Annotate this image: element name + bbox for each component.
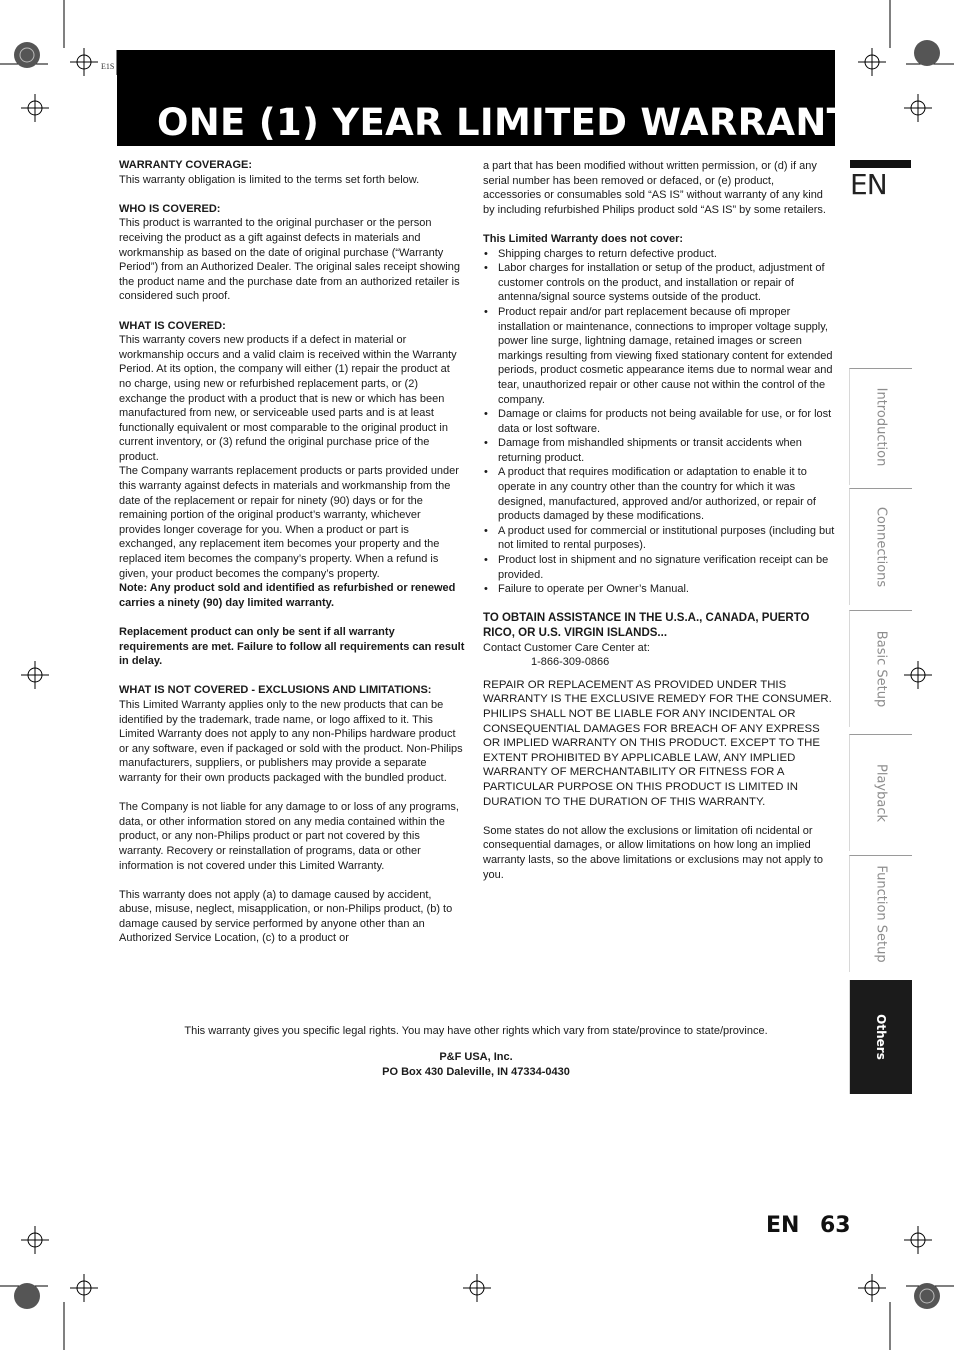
print-slug: E1S <box>101 62 115 71</box>
tab-label: Playback <box>873 763 889 823</box>
tab-connections[interactable] <box>849 488 912 605</box>
who-covered-text: This product is warranted to the original purchaser or the person receiving the product as a gift against defects in materials and workmanship as based on the date of original purchase (“Warranty Period”) from an Authorized Dealer. The original sales receipt showing the product name and the purchase date from an authorized retailer is considered such proof. <box>119 217 460 303</box>
list-item: • Damage from mishandled shipments or transit accidents when returning product. <box>483 436 835 465</box>
list-item: • Product lost in shipment and no signature verification receipt can be provided. <box>483 553 835 582</box>
coverage-text: This warranty obligation is limited to the terms set forth below. <box>119 173 420 186</box>
right-column <box>483 159 835 882</box>
contact-label: Contact Customer Care Center at: <box>483 641 650 654</box>
tab-function-setup[interactable] <box>849 855 912 972</box>
not-covered-heading: WHAT IS NOT COVERED - EXCLUSIONS AND LIMITATIONS: <box>119 684 432 697</box>
tab-others[interactable] <box>849 980 912 1094</box>
what-covered-text: This warranty covers new products if a defect in material or workmanship occurs and a valid claim is received within the Warranty Period. At its option, the company will either (1) repair the product at no charge, using new or refurbished replacement parts, or (2) exchange the product with a product that is new or which has been manufactured from new, or serviceable used parts and is at least functionally equivalent or most comparable to the original product in current inventory, or (3) refund the original purchase price of the product. <box>119 334 457 463</box>
tab-label: Basic Setup <box>873 630 889 708</box>
list-item: • Failure to operate per Owner’s Manual. <box>483 582 835 597</box>
remedy-text: REPAIR OR REPLACEMENT AS PROVIDED UNDER THIS WARRANTY IS THE EXCLUSIVE REMEDY FOR THE CONSUMER. PHILIPS SHALL NOT BE LIABLE FOR ANY INCIDENTAL OR CONSEQUENTIAL DAMAGES FOR BREACH OF ANY EXPRESS OR IMPLIED WARRANTY ON THIS PRODUCT. EXCEPT TO THE EXTENT PROHIBITED BY APPLICABLE LAW, ANY IMPLIED WARRANTY OF MERCHANTABILITY OR FITNESS FOR A PARTICULAR PURPOSE ON THIS PRODUCT IS LIMITED IN DURATION TO THE DURATION OF THIS WARRANTY. <box>483 678 832 808</box>
tab-label: Introduction <box>873 387 889 467</box>
list-item: • A product that requires modification or adaptation to enable it to operate in any country other than the country for which it was designed, manufactured, approved and/or authorized, or repair of products damaged by these modifications. <box>483 465 835 523</box>
language-tab-bar <box>850 160 911 168</box>
tab-label: Others <box>874 1014 888 1060</box>
assistance-heading: TO OBTAIN ASSISTANCE IN THE U.S.A., CANADA, PUERTO RICO, OR U.S. VIRGIN ISLANDS... <box>483 612 810 639</box>
left-column <box>119 158 465 946</box>
list-item: • Shipping charges to return defective product. <box>483 247 835 262</box>
list-item: • A product used for commercial or institutional purposes (including but not limited to rental purposes). <box>483 524 835 553</box>
tab-basic-setup[interactable] <box>849 610 912 727</box>
exclusions-text: This warranty does not apply (a) to damage caused by accident, abuse, misuse, neglect, misapplication, or non-Philips product, (b) to damage caused by service performed by anyone other than an Authorized Service Location, (c) to a product or <box>119 888 453 945</box>
list-item: • Labor charges for installation or setup of the product, adjustment of customer controls on the product, and installation or repair of antenna/signal source systems outside of the product. <box>483 261 835 305</box>
list-item: • Product repair and/or part replacement because ofi mproper installation or maintenance, connections to improper voltage supply, power line surge, lightning damage, retained images or screen markings resulting from viewing fixed stationary content for extended periods, product cosmetic appearance items due to normal wear and tear, unauthorized repair or other cause not within the control of the company. <box>483 305 835 407</box>
rights-text: This warranty gives you specific legal rights. You may have other rights which vary from state/province to state/province. <box>184 1025 768 1037</box>
coverage-heading: WARRANTY COVERAGE: <box>119 159 253 171</box>
title-banner <box>117 50 880 146</box>
not-cover-heading: This Limited Warranty does not cover: <box>483 232 684 245</box>
page-title: ONE (1) YEAR LIMITED WARRANTY <box>157 101 880 144</box>
page-language: EN <box>766 1213 800 1238</box>
not-covered-text: This Limited Warranty applies only to the new products that can be identified by the trademark, trade name, or logo affixed to it. This Limited Warranty does not apply to any non-Philips hardware product or any software, even if packaged or sold with the product. Non-Philips manufacturers, suppliers, or publishers may provide a separate warranty for their own products packaged with the bundled product. <box>119 698 463 784</box>
page-number: 63 <box>820 1213 851 1238</box>
list-item: • Damage or claims for products not being available for use, or for lost data or lost software. <box>483 407 835 436</box>
company-name: P&F USA, Inc. <box>439 1051 513 1063</box>
phone-number: 1-866-309-0866 <box>531 656 610 669</box>
states-text: Some states do not allow the exclusions or limitation ofi ncidental or consequential damages, or allow limitations on how long an implied warranty lasts, so the above limitations or exclusions may not apply to you. <box>483 824 823 881</box>
tab-introduction[interactable] <box>849 368 912 485</box>
tab-label: Function Setup <box>873 865 889 963</box>
not-cover-list <box>483 247 835 597</box>
tab-playback[interactable] <box>849 734 912 851</box>
replacement-requirements-note: Replacement product can only be sent if all warranty requirements are met. Failure to follow all requirements can result in delay. <box>119 626 465 668</box>
data-loss-text: The Company is not liable for any damage to or loss of any programs, data, or other information stored on any media contained within the product, or any non-Philips product or part not covered by this warranty. Recovery or reinstallation of programs, data or other information is not covered under this Limited Warranty. <box>119 801 459 872</box>
who-covered-heading: WHO IS COVERED: <box>119 202 221 215</box>
company-address: PO Box 430 Daleville, IN 47334-0430 <box>382 1066 570 1078</box>
language-label: EN <box>850 168 887 201</box>
replacement-warranty-text: The Company warrants replacement products or parts provided under this warranty against defects in materials and workmanship from the date of the replacement or repair for ninety (90) days or for the remaining portion of the original product’s warranty, whichever provides longer coverage for you. When a product or part is exchanged, any replacement item becomes your property and the replaced item becomes the company’s property. When a refund is given, your product becomes the company’s property. <box>119 465 459 580</box>
tab-label: Connections <box>873 506 889 588</box>
what-covered-heading: WHAT IS COVERED: <box>119 319 226 332</box>
continued-text: a part that has been modified without written permission, or (d) if any serial number has been removed or defaced, or (e) product, accessories or consumables sold “AS IS” without warranty of any kind by including refurbished Philips product sold “AS IS” by some retailers. <box>483 160 826 216</box>
refurbished-note: Note: Any product sold and identified as refurbished or renewed carries a ninety (90) day limited warranty. <box>119 582 456 609</box>
